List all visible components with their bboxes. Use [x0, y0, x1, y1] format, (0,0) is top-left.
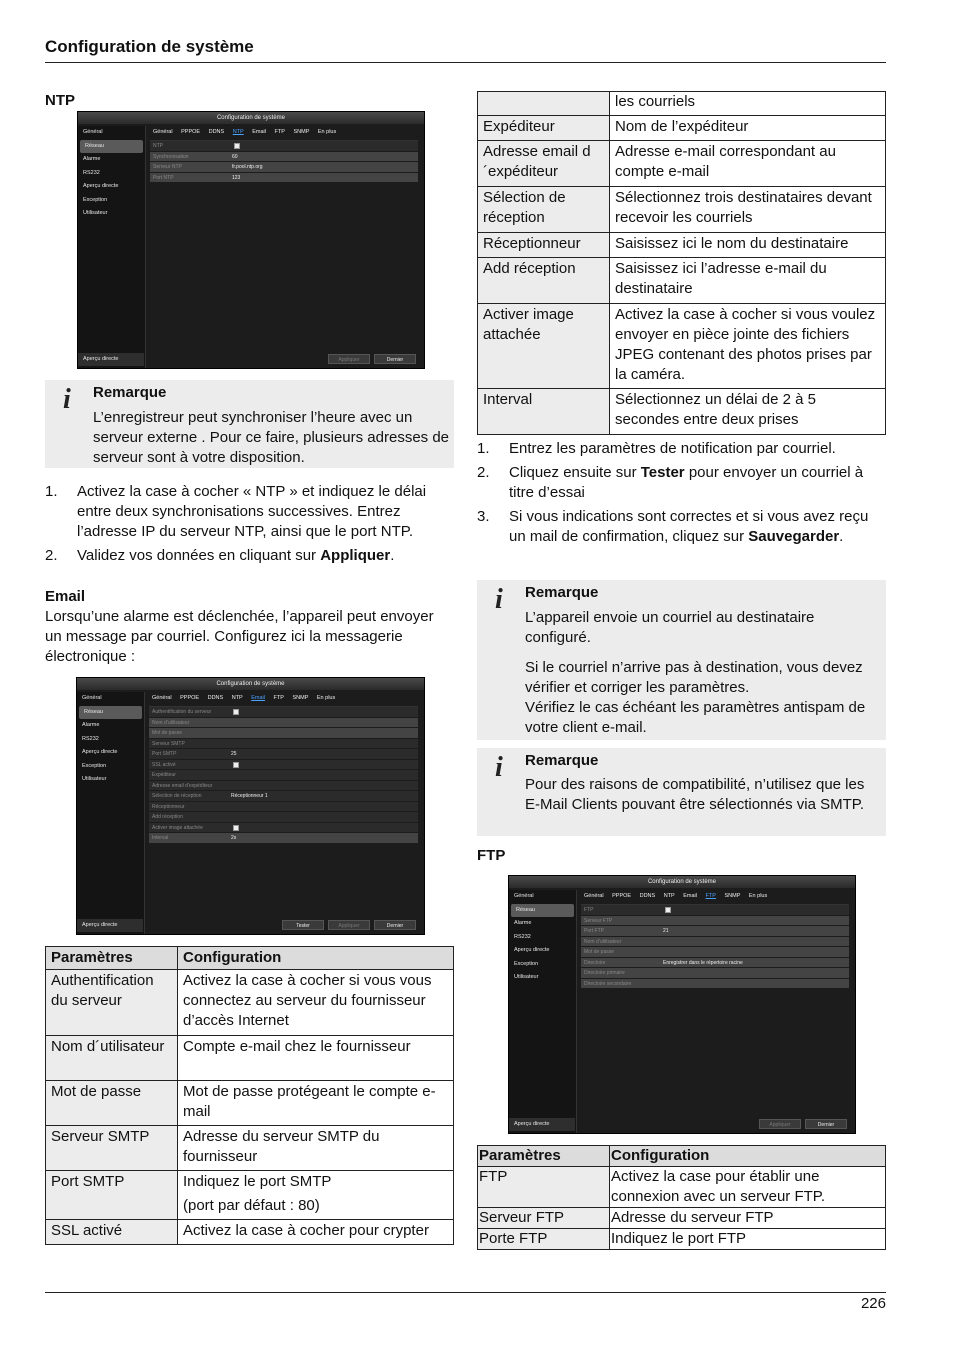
tab[interactable]: En plus: [748, 893, 768, 899]
email-screenshot: [76, 677, 425, 935]
tab[interactable]: Email: [683, 893, 698, 899]
config-cell: Saisissez ici le nom du destinataire: [610, 233, 886, 258]
row-label: Serveur FTP: [584, 917, 613, 924]
tab[interactable]: NTP: [231, 695, 243, 701]
settings-row[interactable]: [150, 162, 418, 173]
row-label: Port NTP: [153, 174, 174, 181]
param-cell: Nom d´utilisateur: [46, 1036, 178, 1081]
config-cell: Adresse du serveur FTP: [610, 1208, 886, 1229]
step-text: Activez la case à cocher « NTP » et indiquez le délai entre deux synchronisations successives. Entrez l’adresse IP du serveur NTP, ainsi que le port NTP.: [77, 483, 427, 540]
settings-row[interactable]: [149, 749, 418, 760]
sidebar-item[interactable]: RS232: [514, 933, 531, 940]
step-number: 2.: [477, 464, 490, 481]
sidebar-item[interactable]: Exception: [82, 762, 107, 769]
tab[interactable]: DDNS: [639, 893, 656, 899]
settings-row[interactable]: [149, 739, 418, 750]
note-text: L’enregistreur peut synchroniser l’heure avec un serveur externe . Pour ce faire, plusieurs adresses de serveur sont à votre disposition.: [93, 409, 450, 466]
param-cell: FTP: [478, 1167, 610, 1208]
page-title: Configuration de système: [45, 37, 254, 56]
tab-active[interactable]: FTP: [705, 893, 716, 899]
checkbox[interactable]: [665, 907, 671, 913]
list-item: [45, 482, 455, 542]
row-label: Mot de passe: [152, 730, 183, 736]
tab[interactable]: Général: [153, 129, 173, 135]
table-row: [478, 92, 886, 116]
step-number: 2.: [45, 547, 58, 564]
config-cell: Activez la case pour établir une connexion avec un serveur FTP.: [610, 1167, 886, 1208]
ntp-screenshot: [77, 111, 425, 369]
table-row: [46, 970, 454, 1036]
email-intro: Lorsqu’une alarme est déclenchée, l’appareil peut envoyer un message par courriel. Configurez ici la messagerie électronique :: [45, 608, 434, 665]
row-label: Synchronisation: [153, 153, 189, 160]
config-cell: Activez la case à cocher si vous voulez envoyer en pièce jointe des fichiers JPEG contenant des photos prises par la caméra.: [610, 304, 886, 389]
back-button[interactable]: Dernier: [374, 354, 416, 364]
sidebar: [509, 890, 577, 1133]
config-cell: Saisissez ici l’adresse e-mail du destinataire: [610, 258, 886, 304]
step-bold: Appliquer: [320, 547, 391, 564]
config-cell: Sélectionnez trois destinataires devant recevoir les courriels: [610, 187, 886, 233]
settings-row[interactable]: [581, 937, 849, 948]
settings-row[interactable]: [149, 781, 418, 792]
column-header: Configuration: [178, 947, 454, 970]
tab-active[interactable]: Email: [251, 695, 266, 701]
row-label: Serveur SMTP: [152, 740, 185, 747]
tab[interactable]: NTP: [663, 893, 675, 899]
tab[interactable]: Général: [584, 893, 604, 899]
email-steps: [477, 439, 887, 551]
settings-row[interactable]: [581, 926, 849, 937]
tab-bar: [147, 692, 422, 705]
param-cell: Serveur SMTP: [46, 1126, 178, 1171]
tab[interactable]: Email: [252, 129, 267, 135]
footer-rule: [45, 1292, 886, 1293]
settings-panel: [149, 706, 418, 844]
sidebar-item[interactable]: Exception: [83, 196, 108, 203]
note-title: Remarque: [93, 384, 167, 401]
tab[interactable]: SNMP: [724, 893, 741, 899]
sidebar-item[interactable]: Aperçu directe: [514, 947, 550, 953]
tab[interactable]: PPPOE: [181, 129, 201, 135]
checkbox[interactable]: [233, 709, 239, 715]
note-text: Vérifiez le cas échéant les paramètres antispam de votre client e-mail.: [525, 699, 866, 736]
sidebar-item[interactable]: Exception: [514, 960, 539, 967]
tab[interactable]: SNMP: [292, 695, 309, 701]
param-cell: Authentification du serveur: [46, 970, 178, 1036]
param-cell: Port SMTP: [46, 1171, 178, 1220]
row-label: Nom d’utilisateur: [152, 719, 190, 726]
row-label: Directoire: [584, 959, 606, 966]
row-label: Add réception: [152, 814, 183, 820]
settings-row[interactable]: [581, 947, 849, 958]
ftp-params-table: [477, 1145, 886, 1250]
note-box: [477, 580, 886, 740]
sidebar-item[interactable]: Alarme: [514, 920, 532, 926]
tab-bar: [148, 126, 422, 139]
param-cell: Serveur FTP: [478, 1208, 610, 1229]
button-bar: [282, 920, 416, 930]
ftp-screenshot: [508, 875, 856, 1134]
step-number: 3.: [477, 508, 490, 525]
sidebar-item[interactable]: Général: [514, 893, 534, 899]
param-cell: Mot de passe: [46, 1081, 178, 1126]
step-text: Validez vos données en cliquant sur: [77, 547, 321, 564]
back-button[interactable]: Dernier: [805, 1119, 847, 1129]
tab-bar: [579, 890, 853, 903]
settings-row[interactable]: [149, 718, 418, 729]
tab[interactable]: FTP: [273, 695, 284, 701]
step-text: Cliquez ensuite sur: [509, 464, 641, 481]
email-heading: Email: [45, 588, 86, 605]
list-item: [45, 546, 455, 566]
tab[interactable]: DDNS: [208, 129, 225, 135]
checkbox[interactable]: [233, 825, 239, 831]
button-bar: [759, 1119, 847, 1129]
column-header: Paramètres: [46, 947, 178, 970]
row-label: Mot de passe: [584, 949, 615, 955]
sidebar-item[interactable]: RS232: [83, 169, 100, 176]
sidebar-item[interactable]: Utilisateur: [83, 210, 108, 216]
settings-row[interactable]: [581, 979, 849, 990]
config-cell: Nom de l’expéditeur: [610, 116, 886, 141]
note-body: [525, 751, 882, 815]
settings-panel: [150, 140, 418, 183]
row-value: 123: [232, 174, 241, 181]
list-item: [477, 439, 887, 459]
step-number: 1.: [45, 483, 58, 500]
checkbox[interactable]: [234, 143, 240, 149]
note-text: Pour des raisons de compatibilité, n’utilisez que les E-Mail Clients pouvant être sélectionnés via SMTP.: [525, 776, 865, 813]
button-bar: [328, 354, 416, 364]
ntp-heading: NTP: [45, 92, 75, 109]
param-cell: Interval: [478, 389, 610, 435]
row-label: Directoire secondaire: [584, 980, 632, 987]
note-title: Remarque: [525, 584, 599, 601]
settings-row[interactable]: [149, 791, 418, 802]
step-number: 1.: [477, 440, 490, 457]
config-cell: Activez la case à cocher pour crypter: [178, 1220, 454, 1245]
tab[interactable]: En plus: [317, 129, 337, 135]
window-title: Configuration de système: [77, 678, 424, 690]
config-cell: Adresse e-mail correspondant au compte e-mail: [610, 141, 886, 187]
settings-row[interactable]: [150, 173, 418, 184]
row-value: Réceptionneur 1: [231, 793, 268, 799]
config-cell: Activez la case à cocher si vous vous connectez au serveur du fournisseur d’accès Internet: [178, 970, 454, 1036]
row-label: FTP: [584, 907, 594, 913]
param-cell: Activer image attachée: [478, 304, 610, 389]
step-bold: Tester: [640, 464, 685, 481]
window-title: Configuration de système: [78, 112, 424, 124]
config-cell: Indiquez le port FTP: [610, 1229, 886, 1250]
table-row: [478, 389, 886, 435]
note-box: [477, 748, 886, 836]
config-cell: Mot de passe protégeant le compte e-mail: [178, 1081, 454, 1126]
sidebar-item[interactable]: Aperçu directe: [82, 749, 118, 755]
config-cell: [178, 1171, 454, 1220]
row-label: NTP: [153, 143, 163, 149]
settings-row[interactable]: [149, 802, 418, 813]
settings-row[interactable]: [149, 760, 418, 771]
back-button[interactable]: Dernier: [374, 920, 416, 930]
live-view-button[interactable]: Aperçu directe: [78, 353, 144, 367]
table-row: [478, 187, 886, 233]
tab[interactable]: Général: [152, 695, 172, 701]
checkbox[interactable]: [233, 762, 239, 768]
info-icon: i: [495, 584, 503, 615]
row-label: Port SMTP: [152, 751, 177, 757]
row-label: SSL activé: [152, 761, 176, 768]
note-text: Si le courriel n’arrive pas à destination, vous devez vérifier et corriger les paramètres.: [525, 659, 863, 696]
settings-row[interactable]: [581, 968, 849, 979]
param-cell: [478, 92, 610, 116]
tab[interactable]: FTP: [274, 129, 285, 135]
settings-row[interactable]: [581, 958, 849, 969]
param-cell: Expéditeur: [478, 116, 610, 141]
table-row: [478, 141, 886, 187]
step-bold: Sauvegarder: [748, 528, 840, 545]
sidebar: [77, 692, 145, 934]
sidebar-item[interactable]: Utilisateur: [82, 776, 107, 782]
list-item: [477, 507, 887, 547]
step-text: .: [390, 547, 395, 564]
live-view-button[interactable]: Aperçu directe: [509, 1118, 575, 1132]
note-box: [45, 380, 454, 468]
table-row: [478, 1208, 886, 1229]
settings-row[interactable]: [149, 812, 418, 823]
step-text: pour envoyer un courriel à titre d’essai: [509, 464, 864, 501]
settings-row[interactable]: [149, 823, 418, 834]
sidebar-item-selected[interactable]: Réseau: [79, 706, 142, 720]
sidebar-item[interactable]: Utilisateur: [514, 974, 539, 980]
row-label: Expéditeur: [152, 772, 176, 778]
step-text: .: [839, 528, 844, 545]
config-cell: Adresse du serveur SMTP du fournisseur: [178, 1126, 454, 1171]
row-value: Enregistrer dans le répertoire racine: [663, 959, 743, 966]
header-rule: [45, 62, 886, 63]
row-value: 60: [232, 153, 238, 160]
table-row: [46, 1081, 454, 1126]
table-header-row: [478, 1146, 886, 1167]
settings-panel: [581, 904, 849, 989]
table-row: [478, 304, 886, 389]
apply-button[interactable]: Appliquer: [328, 354, 370, 364]
row-label: Interval: [152, 835, 169, 841]
row-value: 21: [663, 928, 669, 934]
tab-active[interactable]: NTP: [232, 129, 244, 135]
page-number: 226: [860, 1295, 886, 1312]
tab[interactable]: DDNS: [207, 695, 224, 701]
table-row: [478, 258, 886, 304]
step-text: Entrez les paramètres de notification par courriel.: [509, 440, 836, 457]
apply-button[interactable]: Appliquer: [328, 920, 370, 930]
param-cell: SSL activé: [46, 1220, 178, 1245]
tab[interactable]: PPPOE: [180, 695, 200, 701]
row-label: Nom d’utilisateur: [584, 938, 622, 945]
table-row: [46, 1220, 454, 1245]
email-params-table-continued: [477, 91, 886, 435]
sidebar-item[interactable]: Alarme: [83, 156, 101, 162]
sidebar-item[interactable]: RS232: [82, 735, 99, 742]
window-title: Configuration de système: [509, 876, 855, 888]
settings-row[interactable]: [581, 916, 849, 927]
row-label: Adresse email d’expéditeur: [152, 782, 213, 789]
settings-row[interactable]: [149, 728, 418, 739]
table-row: [46, 1036, 454, 1081]
config-cell: Sélectionnez un délai de 2 à 5 secondes entre deux prises: [610, 389, 886, 435]
live-view-button[interactable]: Aperçu directe: [77, 919, 143, 933]
row-label: Activer image attachée: [152, 824, 203, 831]
row-label: Authentification du serveur: [152, 709, 212, 715]
email-params-table: [45, 946, 454, 1245]
settings-row[interactable]: [149, 707, 418, 718]
table-row: [46, 1171, 454, 1220]
info-icon: i: [495, 752, 503, 783]
note-body: [93, 383, 450, 468]
row-label: Port FTP: [584, 928, 605, 934]
note-text: L’appareil envoie un courriel au destinataire configuré.: [525, 609, 815, 646]
table-row: [46, 1126, 454, 1171]
table-row: [478, 1229, 886, 1250]
settings-row[interactable]: [149, 833, 418, 844]
note-body: [525, 583, 882, 738]
sidebar-item[interactable]: Général: [83, 129, 103, 135]
settings-row[interactable]: [150, 141, 418, 152]
table-row: [478, 116, 886, 141]
tab[interactable]: SNMP: [293, 129, 310, 135]
param-cell: Réceptionneur: [478, 233, 610, 258]
ftp-heading: FTP: [477, 847, 506, 864]
ntp-steps: [45, 482, 455, 570]
table-header-row: [46, 947, 454, 970]
sidebar-item[interactable]: Aperçu directe: [83, 183, 119, 189]
settings-row[interactable]: [581, 905, 849, 916]
apply-button[interactable]: Appliquer: [759, 1119, 801, 1129]
row-value: 25: [231, 751, 237, 757]
row-label: Serveur NTP: [153, 164, 182, 170]
sidebar-item-selected[interactable]: Réseau: [511, 904, 574, 918]
config-cell: Compte e-mail chez le fournisseur: [178, 1036, 454, 1081]
table-row: [478, 1167, 886, 1208]
param-cell: Add réception: [478, 258, 610, 304]
test-button[interactable]: Tester: [282, 920, 324, 930]
row-label: Directoire primaire: [584, 970, 625, 976]
param-cell: Adresse email d´expéditeur: [478, 141, 610, 187]
row-value: 2s: [231, 835, 237, 841]
table-row: [478, 233, 886, 258]
config-line: (port par défaut : 80): [183, 1197, 320, 1214]
info-icon: i: [63, 384, 71, 415]
param-cell: Sélection de réception: [478, 187, 610, 233]
config-line: Indiquez le port SMTP: [183, 1173, 332, 1190]
row-value: fr.pool.ntp.org: [232, 164, 263, 170]
column-header: Paramètres: [478, 1146, 610, 1167]
param-cell: Porte FTP: [478, 1229, 610, 1250]
note-title: Remarque: [525, 752, 599, 769]
sidebar-item[interactable]: Alarme: [82, 722, 100, 728]
step-text: Si vous indications sont correctes et si vous avez reçu un mail de confirmation, cliquez sur: [509, 508, 869, 545]
row-label: Sélection de réception: [152, 793, 202, 799]
tab[interactable]: PPPOE: [612, 893, 632, 899]
sidebar: [78, 126, 146, 368]
row-label: Réceptionneur: [152, 803, 185, 810]
tab[interactable]: En plus: [316, 695, 336, 701]
sidebar-item-selected[interactable]: Réseau: [80, 140, 143, 154]
settings-row[interactable]: [150, 152, 418, 163]
sidebar-item[interactable]: Général: [82, 695, 102, 701]
settings-row[interactable]: [149, 770, 418, 781]
column-header: Configuration: [610, 1146, 886, 1167]
config-cell: les courriels: [610, 92, 886, 116]
list-item: [477, 463, 887, 503]
